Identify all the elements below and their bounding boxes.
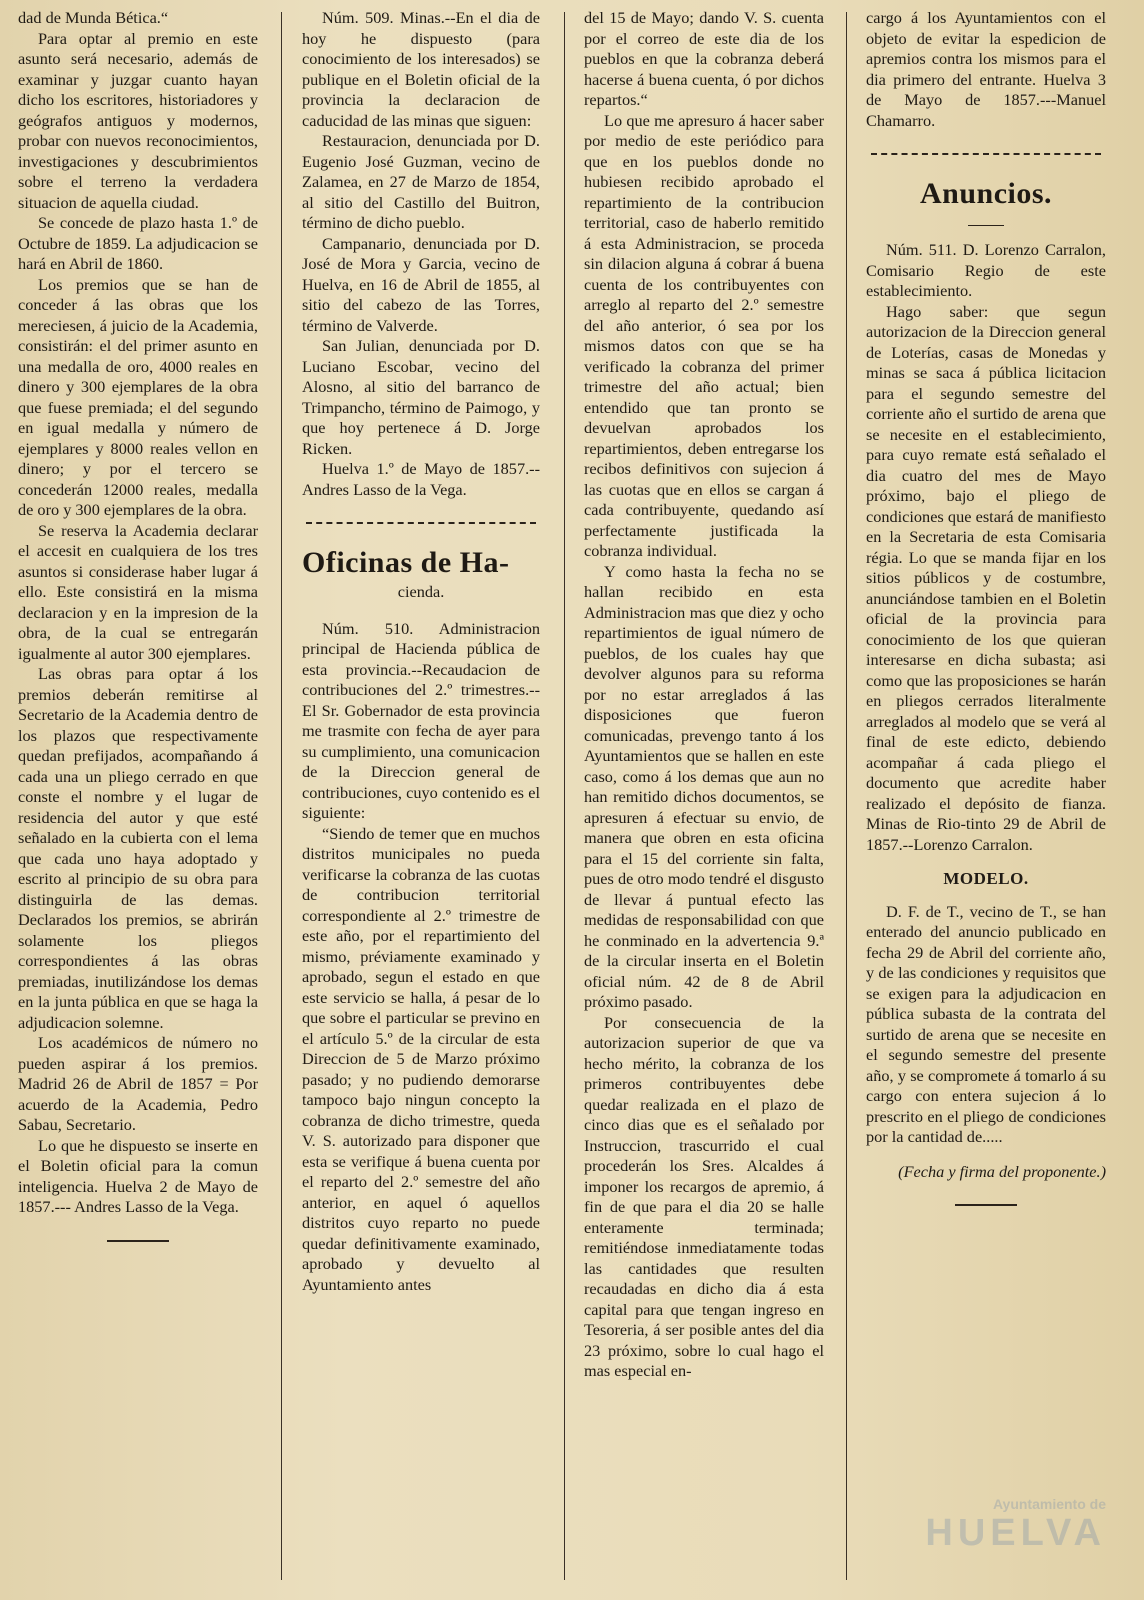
paragraph: Y como hasta la fecha no se hallan recibido en esta Administracion mas que diez y ocho repartimientos de igual número de pueblos, de los cuales hay que devolver algunos para su reforma por no estar arreglados á las disposiciones que fueron comunicadas, prevengo tanto á los Ayuntamientos que se hallen en este caso, como á los demas que aun no han remitido dichos documentos, se apresuren á efectuar su envio, de manera que obren en esta oficina para el 15 del corriente sin falta, pues de otro modo tendré el disgusto de llevar á puntual efecto las medidas de responsabilidad con que he conminado en la advertencia 9.ª de la circular inserta en el Boletin oficial núm. 42 de 8 de Abril próximo pasado. [584, 561, 824, 1011]
paragraph: San Julian, denunciada por D. Luciano Escobar, vecino del Alosno, al sitio del barranco de Trimpancho, término de Paimogo, y que hoy pertenece á D. Jorge Ricken. [302, 336, 540, 458]
paragraph: Las obras para optar á los premios deberán remitirse al Secretario de la Academia dentro de los plazos que respectivamente quedan prefijados, acompañando á cada una un pliego cerrado en que conste el nombre y el lugar de residencia del autor y que esté señalado en la cubierta con el lema que cada uno haya adoptado y escrito al principio de su obra para distinguirla de las demas. Declarados los premios, se abrirán solamente los pliegos correspondientes á las obras premiadas, inutilizándose los demas en la junta pública en que se haga la adjudicacion solemne. [18, 664, 258, 1032]
column-1 [18, 8, 258, 1600]
paragraph: Se reserva la Academia declarar el accesit en cualquiera de los tres asuntos si considerase haber lugar á ello. Este consistirá en la misma declaracion y en la impresion de la obra, de la cual se entregarán igualmente al autor 300 ejemplares. [18, 520, 258, 663]
section-title-continuation: cienda. [397, 582, 445, 601]
column-3 [584, 8, 824, 1600]
paragraph: Núm. 510. Administracion principal de Hacienda pública de esta provincia.--Recaudacion de contribuciones del 2.º trimestres.--El Sr. Gobernador de esta provincia me trasmite con fecha de ayer para su cumplimiento, una comunicacion de la Direccion general de contribuciones, cuyo contenido es el siguiente: [302, 618, 540, 822]
paragraph: Los académicos de número no pueden aspirar á los premios. Madrid 26 de Abril de 1857 = Por acuerdo de la Academia, Pedro Sabau, Secretario. [18, 1033, 258, 1134]
paragraph: Lo que he dispuesto se inserte en el Boletin oficial para la comun inteligencia. Huelva 2 de Mayo de 1857.--- Andres Lasso de la Vega. [18, 1135, 258, 1216]
paragraph: Núm. 511. D. Lorenzo Carralon, Comisario Regio de este establecimiento. [866, 240, 1106, 300]
paragraph: Para optar al premio en este asunto será necesario, además de examinar y juzgar cuanto hayan dicho los escritores, historiadores y geógrafos antiguos y modernos, probar con nuevos reconocimientos, investigaciones y descubrimientos sobre el terreno la verdadera situacion de aquella ciudad. [18, 28, 258, 212]
column-rule [281, 12, 282, 1580]
separator-rule [955, 1204, 1017, 1206]
paragraph: Campanario, denunciada por D. José de Mora y Garcia, vecino de Huelva, en 16 de Abril de 1855, al sitio del cabezo de las Torres, término de Valverde. [302, 233, 540, 335]
modelo-title: MODELO. [943, 869, 1029, 888]
section-title: Oficinas de Ha- [302, 546, 510, 579]
separator-rule [107, 1240, 169, 1242]
separator-rule [306, 522, 536, 524]
separator-rule [968, 225, 1004, 226]
paragraph: Los premios que se han de conceder á las obras que los mereciesen, á juicio de la Academia, consistirán: el del primer asunto en una medalla de oro, 4000 reales en dinero y 300 ejemplares de la obra que fuese premiada; el del segundo en igual medalla y número de ejemplares y 8000 reales vellon en dinero; y por el tercero se concederán 12000 reales, medalla de oro y 300 ejemplares de la obra. [18, 274, 258, 519]
column-rule [846, 12, 847, 1580]
paragraph: Núm. 509. Minas.--En el dia de hoy he dispuesto (para conocimiento de los interesados) se publique en el Boletin oficial de la provincia la declaracion de caducidad de las minas que siguen: [302, 8, 540, 130]
signature-line: (Fecha y firma del proponente.) [898, 1161, 1106, 1181]
watermark-line: Ayuntamiento de [992, 1496, 1106, 1512]
separator-rule [871, 153, 1101, 155]
paragraph: cargo á los Ayuntamientos con el objeto de evitar la espedicion de apremios contra los mismos para el dia primero del entrante. Huelva 3 de Mayo de 1857.---Manuel Chamarro. [866, 8, 1106, 130]
column-4 [866, 8, 1106, 1600]
paragraph: Huelva 1.º de Mayo de 1857.--Andres Lasso de la Vega. [302, 459, 540, 499]
paragraph: del 15 de Mayo; dando V. S. cuenta por el correo de este dia de los pueblos en que la cobranza deberá hacerse á buena cuenta, ó por dichos repartos.“ [584, 8, 824, 109]
paragraph: Lo que me apresuro á hacer saber por medio de este periódico para que en los pueblos donde no hubiesen recibido aprobado el repartimiento de la contribucion territorial, caso de haberlo remitido á esta Administracion, se proceda sin dilacion alguna á cobrar á buena cuenta de los contribuyentes con arreglo al reparto del 2.º semestre del año anterior, ó sea por los mismos datos con que se ha verificado la cobranza del primer trimestre del año actual; bien entendido que tan pronto se devuelvan aprobados los repartimientos, deben entregarse los recibos definitivos con sujecion á las cuotas que en ellos se cargan á cada contribuyente, quedando así perfectamente justificada la cobranza individual. [584, 110, 824, 560]
paragraph: “Siendo de temer que en muchos distritos municipales no pueda verificarse la cobranza de las cuotas de contribucion territorial correspondiente al 2.º trimestre de este año, por el repartimiento del mismo, préviamente examinado y aprobado, segun el estado en que este servicio se halla, á pesar de lo que sobre el particular se previno en el artículo 5.º de la circular de esta Direccion de 5 de Marzo próximo pasado; y no pudiendo demorarse tampoco bajo ningun concepto la cobranza de dicho trimestre, queda V. S. autorizado para disponer que esta se verifique á buena cuenta por el reparto del 2.º semestre del año anterior, en aquel ó aquellos distritos cuyo reparto no puede quedar definitivamente examinado, aprobado y devuelto al Ayuntamiento antes [302, 823, 540, 1294]
column-rule [564, 12, 565, 1580]
paragraph: Hago saber: que segun autorizacion de la Direccion general de Loterías, casas de Monedas y minas se saca á pública licitacion para el segundo semestre del corriente año el surtido de arena que se necesite en el establecimiento, para cuyo remate está señalado el dia cuatro del mes de Mayo próximo, bajo el pliego de condiciones que estará de manifiesto en la Secretaria de esta Comisaria régia. Lo que se manda fijar en los sitios públicos y de costumbre, anunciándose tambien en el Boletin oficial de la provincia para conocimiento de los que quieran interesarse en dicha subasta; asi como que las proposiciones se harán en pliegos cerrados literalmente arreglados al modelo que se verá al final de este edicto, debiendo acompañar á cada pliego el documento que acredite haber realizado el depósito de fianza. Minas de Rio-tinto 29 de Abril de 1857.--Lorenzo Carralon. [866, 301, 1106, 854]
section-title: Anuncios. [919, 177, 1053, 210]
paragraph: Restauracion, denunciada por D. Eugenio José Guzman, vecino de Zalamea, en 27 de Marzo de 1854, al sitio del Castillo del Buitron, término de dicho pueblo. [302, 131, 540, 232]
paragraph: Por consecuencia de la autorizacion superior de que va hecho mérito, la cobranza de los primeros contribuyentes debe quedar realizada en el plazo de cinco dias que es el señalado por Instruccion, trascurrido el cual procederán los Sres. Alcaldes á imponer los recargos de apremio, á fin de que para el dia 20 se halle enteramente terminada; remitiéndose inmediatamente todas las cantidades que resulten recaudadas en dicho dia á esta capital para que tengan ingreso en Tesoreria, á ser posible antes del dia 23 próximo, sobre lo cual hago el mas especial en- [584, 1012, 824, 1380]
watermark-logo-text: HUELVA [925, 1512, 1106, 1554]
watermark [866, 1496, 1106, 1596]
column-2 [302, 8, 540, 1600]
paragraph: dad de Munda Bética.“ [18, 8, 169, 27]
paragraph: D. F. de T., vecino de T., se han enterado del anuncio publicado en fecha 29 de Abril del corriente año, y de las condiciones y requisitos que se exigen para la adjudicacion en pública subasta de la contrata del surtido de arena que se necesite en el segundo semestre del presente año, y se compromete á tomarlo á su cargo con entera sujecion á lo prescrito en el pliego de condiciones por la cantidad de..... [866, 901, 1106, 1146]
paragraph: Se concede de plazo hasta 1.º de Octubre de 1859. La adjudicacion se hará en Abril de 1860. [18, 213, 258, 273]
